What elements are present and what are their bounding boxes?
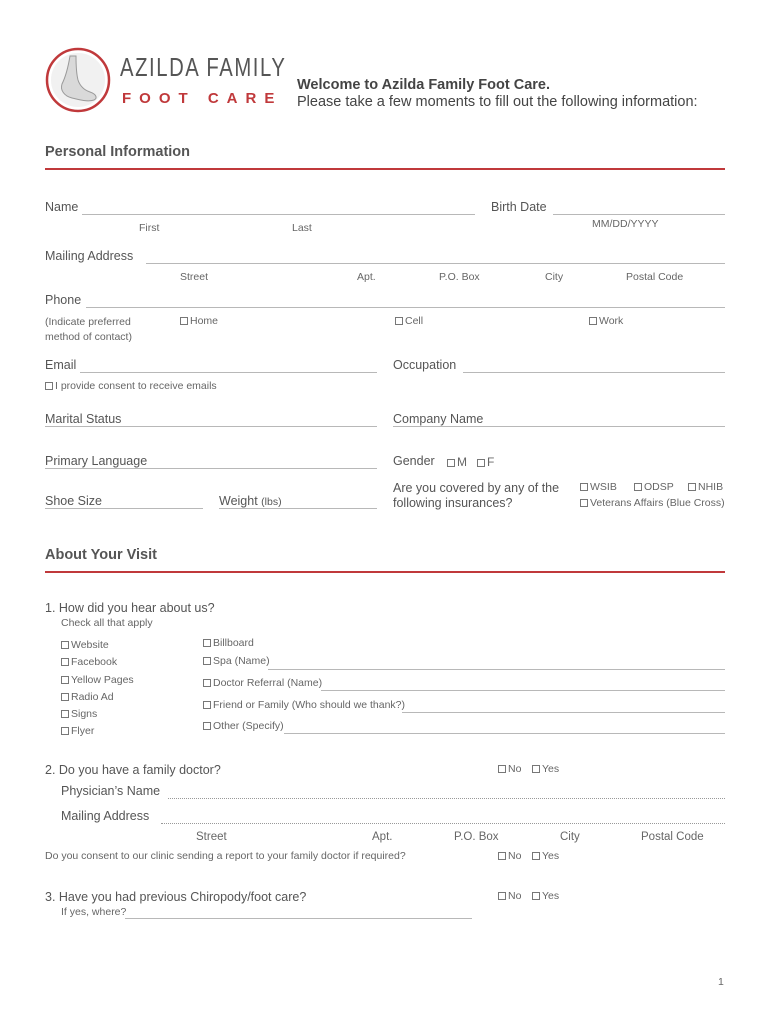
consent-no-label: No [508, 850, 522, 862]
other-label: Other (Specify) [213, 720, 284, 732]
spa-checkbox[interactable] [203, 657, 211, 665]
q3-yes-option[interactable] [532, 890, 559, 902]
physician-postal-hint: Postal Code [641, 831, 704, 843]
last-name-hint: Last [292, 222, 312, 234]
phone-field[interactable] [86, 307, 725, 308]
gender-female-checkbox[interactable] [477, 459, 485, 467]
shoe-size-field[interactable] [45, 508, 203, 509]
website-checkbox[interactable] [61, 641, 69, 649]
cell-label: Cell [405, 315, 424, 327]
facebook-label: Facebook [71, 656, 118, 669]
foot-logo-icon [44, 46, 112, 114]
insurance-question-line2: following insurances? [393, 496, 513, 510]
company-name-field[interactable] [393, 426, 725, 427]
odsp-checkbox[interactable] [634, 483, 642, 491]
q2-no-label: No [508, 763, 522, 775]
cell-option[interactable] [395, 315, 423, 327]
radio-ad-label: Radio Ad [71, 690, 114, 703]
flyer-checkbox[interactable] [61, 727, 69, 735]
yellow-pages-checkbox[interactable] [61, 676, 69, 684]
name-label: Name [45, 200, 79, 214]
weight-text: Weight [219, 494, 258, 508]
question-1: 1. How did you hear about us? [45, 601, 215, 615]
apt-hint: Apt. [357, 271, 376, 283]
birth-date-label: Birth Date [491, 200, 547, 214]
gender-female-option[interactable] [477, 455, 494, 469]
nhib-label: NHIB [698, 481, 724, 493]
postal-code-hint: Postal Code [626, 271, 684, 283]
email-consent-option[interactable] [45, 380, 217, 392]
physician-city-hint: City [560, 831, 580, 843]
marital-status-field[interactable] [45, 426, 377, 427]
wsib-label: WSIB [590, 481, 617, 493]
billboard-label: Billboard [213, 637, 254, 649]
email-field[interactable] [80, 372, 377, 373]
gender-label: Gender [393, 454, 435, 468]
phone-note [45, 315, 132, 345]
q3-no-label: No [508, 890, 522, 902]
consent-yes-option[interactable] [532, 850, 559, 862]
wsib-option[interactable] [580, 481, 617, 493]
referral-options-left [61, 637, 134, 741]
company-name-label: Company Name [393, 412, 484, 426]
odsp-label: ODSP [644, 481, 674, 493]
q2-no-checkbox[interactable] [498, 765, 506, 773]
work-label: Work [599, 315, 624, 327]
section-title-personal: Personal Information [45, 144, 191, 160]
primary-language-label: Primary Language [45, 454, 148, 468]
gender-male-checkbox[interactable] [447, 459, 455, 467]
page-number: 1 [718, 976, 724, 988]
birth-date-field[interactable] [553, 214, 725, 215]
insurance-question-line1: Are you covered by any of the [393, 481, 560, 495]
gender-female-label: F [487, 455, 495, 469]
physician-street-hint: Street [196, 831, 227, 843]
occupation-field[interactable] [463, 372, 725, 373]
consent-yes-label: Yes [542, 850, 560, 862]
q2-no-option[interactable] [498, 763, 521, 775]
doctor-referral-label: Doctor Referral (Name) [213, 677, 323, 689]
radio-ad-option[interactable] [61, 689, 134, 706]
phone-note-line2: method of contact) [45, 331, 132, 343]
question-1-hint: Check all that apply [61, 617, 153, 629]
doctor-referral-field[interactable] [321, 690, 725, 691]
logo-subtitle: FOOT CARE [122, 90, 283, 107]
friend-family-label: Friend or Family (Who should we thank?) [213, 699, 405, 711]
first-name-hint: First [139, 222, 160, 234]
insurance-question [393, 481, 559, 511]
signs-checkbox[interactable] [61, 710, 69, 718]
other-checkbox[interactable] [203, 722, 211, 730]
q3-where-label: If yes, where? [61, 906, 127, 918]
physician-address-label: Mailing Address [61, 809, 150, 823]
yellow-pages-label: Yellow Pages [71, 673, 134, 686]
veterans-option[interactable] [580, 497, 725, 509]
marital-status-label: Marital Status [45, 412, 122, 426]
other-specify-field[interactable] [284, 733, 725, 734]
pobox-hint: P.O. Box [439, 271, 480, 283]
city-hint: City [545, 271, 564, 283]
street-hint: Street [180, 271, 209, 283]
q3-where-field[interactable] [125, 918, 472, 919]
email-consent-label: I provide consent to receive emails [55, 380, 217, 392]
question-2: 2. Do you have a family doctor? [45, 763, 221, 777]
section-title-visit: About Your Visit [45, 547, 157, 563]
weight-label [219, 494, 282, 508]
odsp-option[interactable] [634, 481, 674, 493]
facebook-option[interactable] [61, 654, 134, 671]
logo [44, 44, 287, 124]
consent-no-checkbox[interactable] [498, 852, 506, 860]
q2-yes-option[interactable] [532, 763, 559, 775]
phone-label: Phone [45, 293, 82, 307]
website-label: Website [71, 639, 109, 651]
q3-no-checkbox[interactable] [498, 892, 506, 900]
gender-male-option[interactable] [447, 455, 467, 469]
website-option[interactable] [61, 637, 134, 654]
occupation-label: Occupation [393, 358, 457, 372]
flyer-option[interactable] [61, 723, 134, 740]
flyer-label: Flyer [71, 725, 95, 738]
doctor-referral-option[interactable] [203, 677, 322, 689]
q3-yes-checkbox[interactable] [532, 892, 540, 900]
shoe-size-label: Shoe Size [45, 494, 102, 508]
physician-name-field[interactable] [168, 798, 725, 799]
nhib-checkbox[interactable] [688, 483, 696, 491]
physician-address-field[interactable] [161, 823, 725, 824]
mailing-address-field[interactable] [146, 263, 725, 264]
veterans-label: Veterans Affairs (Blue Cross) [590, 497, 725, 509]
signs-label: Signs [71, 708, 98, 721]
home-label: Home [190, 315, 219, 327]
physician-pobox-hint: P.O. Box [454, 831, 499, 843]
section-divider [45, 571, 725, 573]
consent-no-option[interactable] [498, 850, 521, 862]
welcome-text: Welcome to Azilda Family Foot Care. [297, 77, 550, 93]
q3-yes-label: Yes [542, 890, 560, 902]
billboard-checkbox[interactable] [203, 639, 211, 647]
facebook-checkbox[interactable] [61, 658, 69, 666]
work-option[interactable] [589, 315, 623, 327]
home-checkbox[interactable] [180, 317, 188, 325]
other-option[interactable] [203, 720, 284, 732]
veterans-checkbox[interactable] [580, 499, 588, 507]
logo-title: AZILDA FAMILY [120, 52, 287, 82]
billboard-option[interactable] [203, 637, 254, 649]
yellow-pages-option[interactable] [61, 672, 134, 689]
q3-no-option[interactable] [498, 890, 521, 902]
weight-field[interactable] [219, 508, 377, 509]
primary-language-field[interactable] [45, 468, 377, 469]
instruction-text: Please take a few moments to fill out the following information: [297, 94, 698, 110]
friend-family-field[interactable] [402, 712, 725, 713]
q2-yes-checkbox[interactable] [532, 765, 540, 773]
section-divider [45, 168, 725, 170]
cell-checkbox[interactable] [395, 317, 403, 325]
friend-family-option[interactable] [203, 699, 405, 711]
work-checkbox[interactable] [589, 317, 597, 325]
mailing-address-label: Mailing Address [45, 249, 134, 263]
birth-date-format: MM/DD/YYYY [592, 218, 659, 230]
consent-yes-checkbox[interactable] [532, 852, 540, 860]
home-option[interactable] [180, 315, 218, 327]
spa-label: Spa (Name) [213, 655, 270, 667]
report-consent-question: Do you consent to our clinic sending a report to your family doctor if required? [45, 850, 406, 862]
doctor-referral-checkbox[interactable] [203, 679, 211, 687]
signs-option[interactable] [61, 706, 134, 723]
phone-note-line1: (Indicate preferred [45, 316, 131, 328]
email-label: Email [45, 358, 77, 372]
gender-male-label: M [457, 455, 467, 469]
physician-apt-hint: Apt. [372, 831, 393, 843]
friend-family-checkbox[interactable] [203, 701, 211, 709]
question-3: 3. Have you had previous Chiropody/foot care? [45, 890, 307, 904]
wsib-checkbox[interactable] [580, 483, 588, 491]
email-consent-checkbox[interactable] [45, 382, 53, 390]
nhib-option[interactable] [688, 481, 723, 493]
spa-name-field[interactable] [268, 669, 725, 670]
q2-yes-label: Yes [542, 763, 560, 775]
radio-ad-checkbox[interactable] [61, 693, 69, 701]
spa-option[interactable] [203, 655, 270, 667]
name-field[interactable] [82, 214, 475, 215]
weight-unit: (lbs) [261, 496, 282, 508]
physician-name-label: Physician’s Name [61, 784, 161, 798]
